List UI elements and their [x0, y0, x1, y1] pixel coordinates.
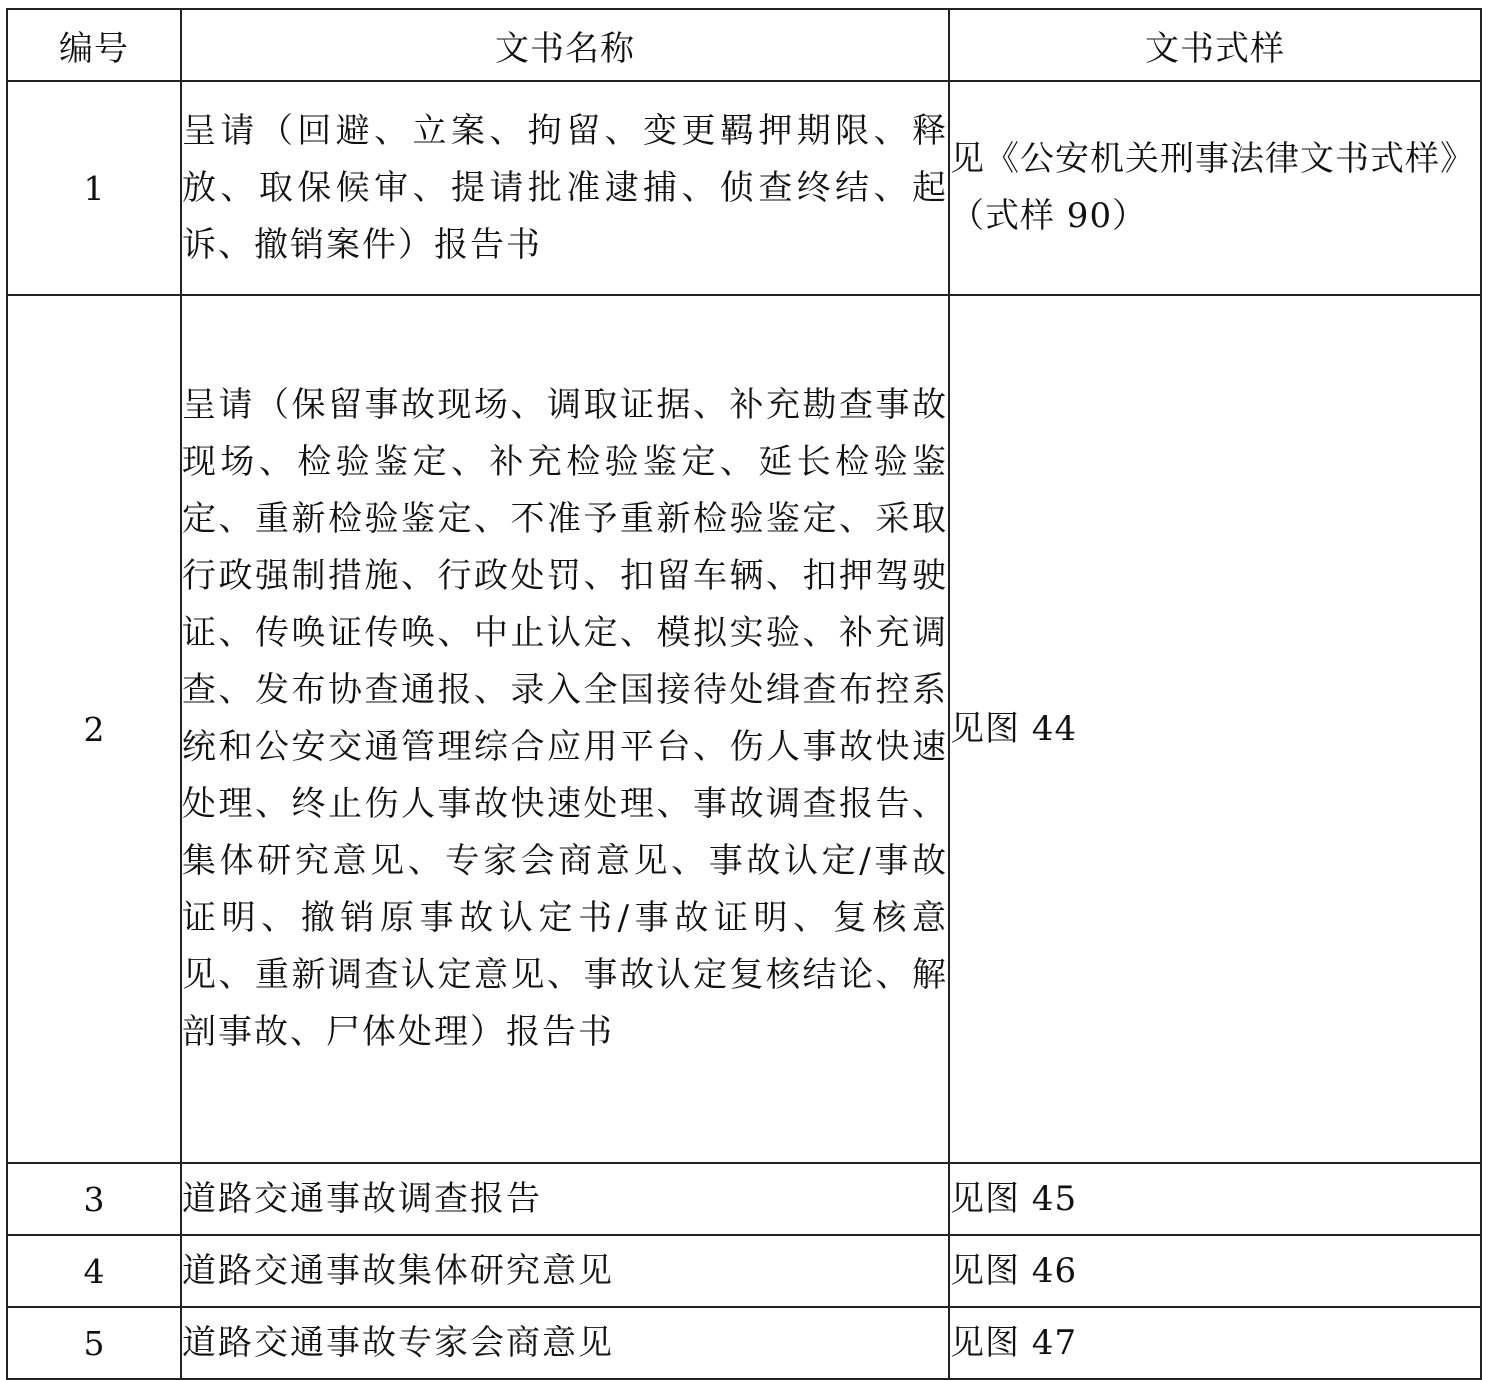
row-number: 1	[7, 81, 181, 295]
row-document-style: 见图 44	[949, 295, 1481, 1163]
table-header-row	[7, 9, 1481, 81]
table-row	[7, 295, 1481, 1163]
row-document-name: 道路交通事故调查报告	[181, 1163, 949, 1235]
document-table	[6, 8, 1482, 1380]
header-number: 编号	[7, 9, 181, 81]
table-row	[7, 1307, 1481, 1379]
row-document-style: 见图 45	[949, 1163, 1481, 1235]
table-row	[7, 81, 1481, 295]
table-row	[7, 1235, 1481, 1307]
row-document-style: 见《公安机关刑事法律文书式样》（式样 90）	[949, 81, 1481, 295]
row-number: 2	[7, 295, 181, 1163]
header-document-style: 文书式样	[949, 9, 1481, 81]
header-document-name: 文书名称	[181, 9, 949, 81]
row-number: 3	[7, 1163, 181, 1235]
row-document-name: 呈请（保留事故现场、调取证据、补充勘查事故现场、检验鉴定、补充检验鉴定、延长检验鉴定、重新检验鉴定、不准予重新检验鉴定、采取行政强制措施、行政处罚、扣留车辆、扣押驾驶证、传唤证传唤、中止认定、模拟实验、补充调查、发布协查通报、录入全国接待处缉查布控系统和公安交通管理综合应用平台、伤人事故快速处理、终止伤人事故快速处理、事故调查报告、集体研究意见、专家会商意见、事故认定/事故证明、撤销原事故认定书/事故证明、复核意见、重新调查认定意见、事故认定复核结论、解剖事故、尸体处理）报告书	[181, 295, 949, 1163]
row-number: 4	[7, 1235, 181, 1307]
row-document-style: 见图 46	[949, 1235, 1481, 1307]
row-document-style: 见图 47	[949, 1307, 1481, 1379]
row-document-name: 道路交通事故专家会商意见	[181, 1307, 949, 1379]
row-document-name: 道路交通事故集体研究意见	[181, 1235, 949, 1307]
row-number: 5	[7, 1307, 181, 1379]
row-document-name: 呈请（回避、立案、拘留、变更羁押期限、释放、取保候审、提请批准逮捕、侦查终结、起诉、撤销案件）报告书	[181, 81, 949, 295]
table-row	[7, 1163, 1481, 1235]
